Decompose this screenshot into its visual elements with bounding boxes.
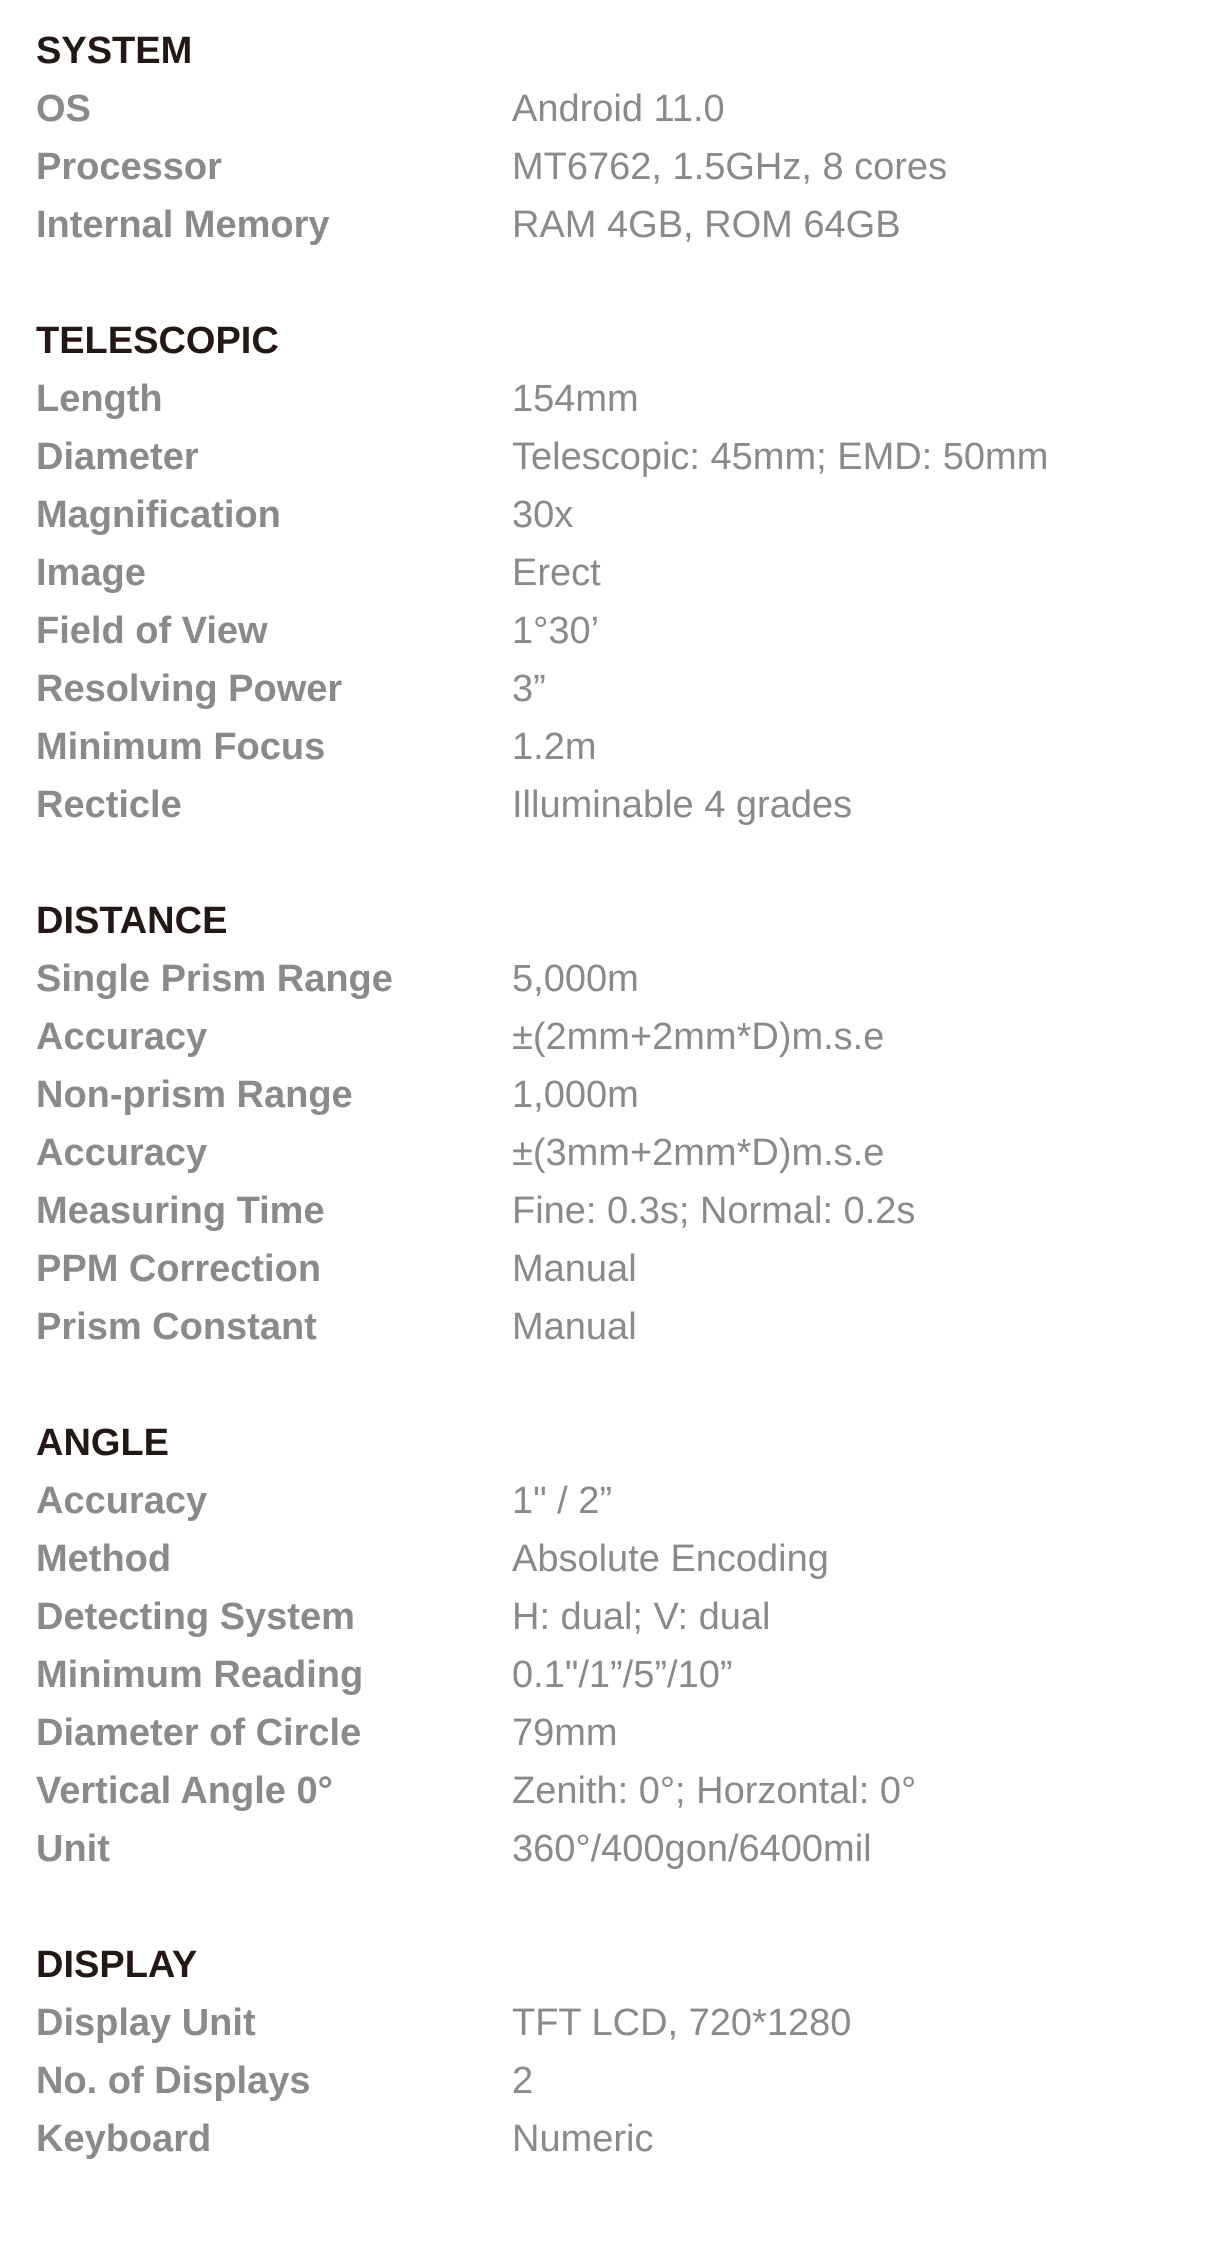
spec-row [36, 660, 1186, 718]
spec-value: 2 [512, 2060, 534, 2102]
spec-label: Minimum Focus [36, 726, 326, 768]
spec-value: 360°/400gon/6400mil [512, 1828, 872, 1870]
spec-label: Internal Memory [36, 204, 330, 246]
spec-value: TFT LCD, 720*1280 [512, 2002, 852, 2044]
spec-label: Length [36, 378, 163, 420]
spec-value: Illuminable 4 grades [512, 784, 853, 826]
spec-row [36, 544, 1186, 602]
spec-value: Zenith: 0°; Horzontal: 0° [512, 1770, 917, 1812]
spec-value: 79mm [512, 1712, 618, 1754]
spec-value: H: dual; V: dual [512, 1596, 771, 1638]
spec-row [36, 486, 1186, 544]
spec-row [36, 1124, 1186, 1182]
spec-label: Vertical Angle 0° [36, 1770, 333, 1812]
spec-value: Fine: 0.3s; Normal: 0.2s [512, 1190, 916, 1232]
spec-row [36, 950, 1186, 1008]
spec-value: Manual [512, 1306, 637, 1348]
spec-row [36, 80, 1186, 138]
spec-value: Numeric [512, 2118, 654, 2160]
spec-row [36, 1240, 1186, 1298]
spec-label: Field of View [36, 610, 268, 652]
spec-row [36, 1182, 1186, 1240]
spec-value: RAM 4GB, ROM 64GB [512, 204, 901, 246]
spec-row [36, 776, 1186, 834]
spec-row [36, 1588, 1186, 1646]
spec-value: ±(3mm+2mm*D)m.s.e [512, 1132, 885, 1174]
spec-value: 30x [512, 494, 574, 536]
spec-row [36, 1008, 1186, 1066]
spec-label: Keyboard [36, 2118, 212, 2160]
spec-value: 0.1"/1”/5”/10” [512, 1654, 733, 1696]
spec-row [36, 1704, 1186, 1762]
spec-value: 1" / 2” [512, 1480, 613, 1522]
spec-row [36, 2110, 1186, 2168]
section-title: TELESCOPIC [36, 320, 279, 362]
spec-row [36, 718, 1186, 776]
spec-label: OS [36, 88, 91, 130]
spec-label: Recticle [36, 784, 182, 826]
spec-row [36, 602, 1186, 660]
spec-label: Accuracy [36, 1016, 208, 1058]
section-title: SYSTEM [36, 30, 193, 72]
spec-label: Image [36, 552, 146, 594]
spec-value: 154mm [512, 378, 639, 420]
spec-value: Erect [512, 552, 601, 594]
section-title: ANGLE [36, 1422, 169, 1464]
spec-row [36, 1066, 1186, 1124]
spec-value: Absolute Encoding [512, 1538, 829, 1580]
spec-label: Single Prism Range [36, 958, 393, 1000]
spec-value: Android 11.0 [512, 88, 725, 130]
spec-label: Method [36, 1538, 172, 1580]
section-title: DISTANCE [36, 900, 228, 942]
spec-section-distance [36, 892, 1186, 1356]
spec-section-system [36, 22, 1186, 254]
spec-label: Resolving Power [36, 668, 343, 710]
spec-value: 1,000m [512, 1074, 639, 1116]
spec-value: ±(2mm+2mm*D)m.s.e [512, 1016, 885, 1058]
spec-row [36, 1994, 1186, 2052]
spec-label: Non-prism Range [36, 1074, 353, 1116]
spec-label: Accuracy [36, 1480, 208, 1522]
spec-row [36, 196, 1186, 254]
spec-label: Diameter of Circle [36, 1712, 362, 1754]
spec-label: Accuracy [36, 1132, 208, 1174]
spec-section-angle [36, 1414, 1186, 1878]
spec-value: Manual [512, 1248, 637, 1290]
spec-value: 5,000m [512, 958, 639, 1000]
spec-row [36, 1646, 1186, 1704]
spec-label: PPM Correction [36, 1248, 322, 1290]
spec-row [36, 1472, 1186, 1530]
spec-label: Display Unit [36, 2002, 256, 2044]
spec-label: Detecting System [36, 1596, 355, 1638]
spec-label: Magnification [36, 494, 281, 536]
spec-row [36, 1820, 1186, 1878]
spec-value: 1°30’ [512, 610, 600, 652]
spec-row [36, 1298, 1186, 1356]
spec-label: Processor [36, 146, 222, 188]
spec-row [36, 1762, 1186, 1820]
spec-value: 3” [512, 668, 546, 710]
spec-row [36, 370, 1186, 428]
spec-value: 1.2m [512, 726, 597, 768]
spec-label: No. of Displays [36, 2060, 311, 2102]
spec-label: Measuring Time [36, 1190, 325, 1232]
spec-sheet [36, 22, 1186, 2226]
spec-label: Prism Constant [36, 1306, 317, 1348]
spec-row [36, 1530, 1186, 1588]
spec-row [36, 138, 1186, 196]
spec-label: Minimum Reading [36, 1654, 364, 1696]
spec-label: Unit [36, 1828, 110, 1870]
section-title: DISPLAY [36, 1944, 198, 1986]
spec-row [36, 2052, 1186, 2110]
spec-row [36, 428, 1186, 486]
spec-section-telescopic [36, 312, 1186, 834]
spec-section-display [36, 1936, 1186, 2168]
spec-value: Telescopic: 45mm; EMD: 50mm [512, 436, 1049, 478]
spec-value: MT6762, 1.5GHz, 8 cores [512, 146, 948, 188]
spec-label: Diameter [36, 436, 199, 478]
